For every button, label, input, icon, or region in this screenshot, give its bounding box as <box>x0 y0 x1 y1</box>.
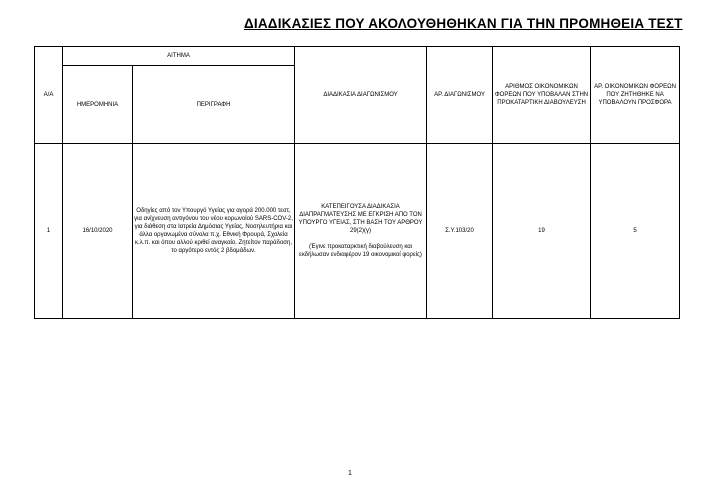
header-procedure: ΔΙΑΔΙΚΑΣΙΑ ΔΙΑΓΩΝΙΣΜΟΥ <box>295 47 427 144</box>
page-number: 1 <box>348 470 352 477</box>
row-aa: 1 <box>35 144 63 319</box>
row-operators-submitted: 19 <box>493 144 591 319</box>
row-date: 16/10/2020 <box>63 144 133 319</box>
row-operators-requested: 5 <box>591 144 680 319</box>
row-description: Οδηγίες από τον Υπουργό Υγείας για αγορά 200.000 τεστ, για ανίχνευση αντιγόνου του νέου κορωνοϊού SARS-COV-2, για διάθεση στα Ιατρεία Δημόσιας Υγείας, Νοσηλευτήρια και άλλα οργανωμένα σύνολα π.χ. Εθνική Φρουρά, Σχολεία κ.λ.π. και όπου αλλού κριθεί αναγκαίο. Ζητείτον παράδοση, το αργότερο εντός 2 βδομάδων. <box>133 144 295 319</box>
procedure-note: (Έγινε προκαταρκτική διαβούλευση και εκδήλωσαν ενδιαφέρον 19 οικονομικοί φορείς) <box>299 244 422 258</box>
header-aa: Α/Α <box>35 47 63 144</box>
row-tender-no: Σ.Υ.103/20 <box>427 144 493 319</box>
header-request-group: ΑΙΤΗΜΑ <box>63 47 295 66</box>
page-title: ΔΙΑΔΙΚΑΣΙΕΣ ΠΟΥ ΑΚΟΛΟΥΘΗΘΗΚΑΝ ΓΙΑ ΤΗΝ ΠΡΟΜΗΘΕΙΑ ΤΕΣΤ <box>244 16 683 31</box>
procedures-table <box>34 46 680 319</box>
header-description: ΠΕΡΙΓΡΑΦΗ <box>133 66 295 144</box>
header-operators-requested: ΑΡ. ΟΙΚΟΝΟΜΙΚΩΝ ΦΟΡΕΩΝ ΠΟΥ ΖΗΤΗΘΗΚΕ ΝΑ ΥΠΟΒΑΛΟΥΝ ΠΡΟΣΦΟΡΑ <box>591 47 680 144</box>
header-tender-no: ΑΡ. ΔΙΑΓΩΝΙΣΜΟΥ <box>427 47 493 144</box>
header-date: ΗΜΕΡΟΜΗΝΙΑ <box>63 66 133 144</box>
header-operators-submitted: ΑΡΙΘΜΟΣ ΟΙΚΟΝΟΜΙΚΩΝ ΦΟΡΕΩΝ ΠΟΥ ΥΠΟΒΑΛΑΝ ΣΤΗΝ ΠΡΟΚΑΤΑΡΤΙΚΗ ΔΙΑΒΟΥΛΕΥΣΗ <box>493 47 591 144</box>
procedure-main: ΚΑΤΕΠΕΙΓΟΥΣΑ ΔΙΑΔΙΚΑΣΙΑ ΔΙΑΠΡΑΓΜΑΤΕΥΣΗΣ ΜΕ ΕΓΚΡΙΣΗ ΑΠΟ ΤΟΝ ΥΠΟΥΡΓΟ ΥΓΕΙΑΣ, ΣΤΗ ΒΑΣΗ ΤΟΥ ΑΡΘΡΟΥ 29(2)(γ) <box>298 204 423 234</box>
row-procedure <box>295 144 427 319</box>
header-row-group <box>35 47 680 66</box>
table-row <box>35 144 680 319</box>
